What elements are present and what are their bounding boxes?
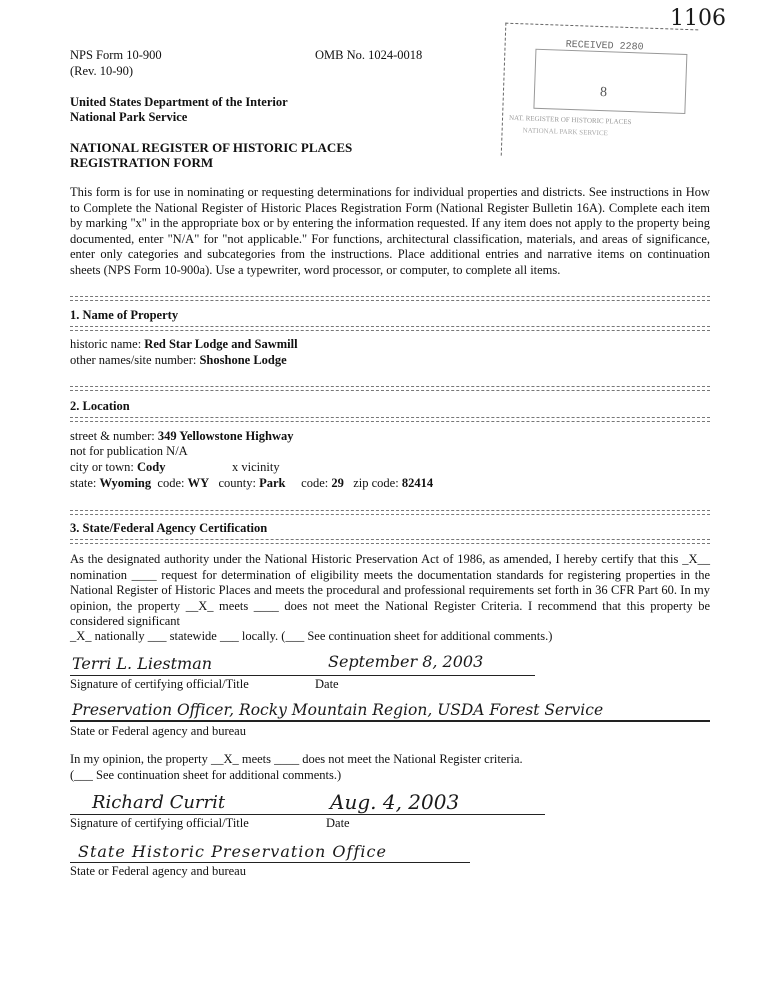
vicinity-mark: x vicinity [232, 460, 280, 474]
signature2-handwriting: Richard Currit [92, 792, 226, 813]
not-for-publication: not for publication N/A [70, 444, 188, 458]
date1-label: Date [315, 677, 339, 691]
stamp-line3: NAT. REGISTER OF HISTORIC PLACES [508, 113, 632, 127]
signature1-label: Signature of certifying official/Title [70, 677, 249, 691]
agency-name: National Park Service [70, 110, 188, 124]
significance-level-line: _X_ nationally ___ statewide ___ locally. (___ See continuation sheet for additional comments.) [70, 629, 553, 643]
historic-name-value: Red Star Lodge and Sawmill [144, 337, 298, 351]
street-row [70, 429, 293, 444]
section-divider [70, 510, 710, 515]
other-names-row [70, 353, 287, 368]
county-value: Park [259, 476, 286, 490]
received-stamp [501, 23, 699, 163]
section-divider [70, 326, 710, 331]
other-names-label: other names/site number: [70, 353, 197, 367]
street-value: 349 Yellowstone Highway [157, 429, 294, 443]
zip-label: zip code: [353, 476, 399, 490]
stamp-received: RECEIVED 2280 [565, 39, 644, 54]
state-row [70, 476, 433, 491]
state-code-value: WY [187, 476, 210, 490]
department-name: United States Department of the Interior [70, 95, 288, 109]
city-row [70, 460, 166, 475]
other-names-value: Shoshone Lodge [199, 353, 287, 367]
historic-name-row [70, 337, 298, 352]
signature1-handwriting: Terri L. Liestman [72, 654, 213, 673]
stamp-inner-box [533, 49, 687, 114]
section-divider [70, 417, 710, 422]
certification-paragraph: As the designated authority under the National Historic Preservation Act of 1986, as amended, I hereby certify that this _X__ nomination ____ request for determination of eligibility meets the documentation standards for registering properties in the National Register of Historic Places and meets the procedural and professional requirements set forth in 36 CFR Part 60. In my opinion, the property __X_ meets ____ does not meet the National Register Criteria. I recommend that this property be considered significant [70, 552, 710, 628]
intro-paragraph: This form is for use in nominating or requesting determinations for individual properties and districts. See instructions in How to Complete the National Register of Historic Places Registration Form (National Register Bulletin 16A). Complete each item by marking "x" in the appropriate box or by entering the information requested. If any item does not apply to the property being documented, enter "N/A" for "not applicable." For functions, architectural classification, materials, and areas of significance, enter only categories and subcategories from the instructions. Place additional entries and narrative items on continuation sheets (NPS Form 10-900a). Use a typewriter, word processor, or computer, to complete all items. [70, 185, 710, 277]
form-title-line1: NATIONAL REGISTER OF HISTORIC PLACES [70, 140, 353, 155]
agency2-handwriting: State Historic Preservation Office [78, 842, 387, 861]
corner-mark: 1106 [670, 6, 726, 31]
date1-handwriting: September 8, 2003 [328, 652, 484, 671]
omb-number: OMB No. 1024-0018 [315, 48, 423, 62]
agency2-label: State or Federal agency and bureau [70, 864, 246, 878]
state-code-label: code: [157, 476, 185, 490]
zip-value: 82414 [401, 476, 434, 490]
form-number: NPS Form 10-900 [70, 48, 162, 62]
agency1-label: State or Federal agency and bureau [70, 724, 246, 738]
form-revision: (Rev. 10-90) [70, 64, 134, 78]
signature2-line [70, 814, 325, 815]
section-divider [70, 386, 710, 391]
state-label: state: [70, 476, 97, 490]
section-divider [70, 539, 710, 544]
section2-heading: 2. Location [70, 399, 130, 413]
agency1-handwriting: Preservation Officer, Rocky Mountain Region, USDA Forest Service [72, 701, 604, 719]
date2-handwriting: Aug. 4, 2003 [330, 790, 460, 814]
date2-label: Date [326, 816, 350, 830]
agency1-line [70, 720, 710, 722]
stamp-digit: 8 [599, 85, 608, 101]
county-code-label: code: [301, 476, 329, 490]
city-label: city or town: [70, 460, 134, 474]
state-value: Wyoming [99, 476, 152, 490]
stamp-line4: NATIONAL PARK SERVICE [522, 126, 608, 138]
signature2-label: Signature of certifying official/Title [70, 816, 249, 830]
opinion-line: In my opinion, the property __X_ meets ____ does not meet the National Register criteria. [70, 752, 523, 766]
section-divider [70, 296, 710, 301]
section1-heading: 1. Name of Property [70, 308, 179, 322]
section3-heading: 3. State/Federal Agency Certification [70, 521, 268, 535]
continuation-line: (___ See continuation sheet for additional comments.) [70, 768, 342, 782]
city-value: Cody [137, 460, 166, 474]
date2-line [325, 814, 545, 815]
agency2-line [70, 862, 470, 863]
historic-name-label: historic name: [70, 337, 142, 351]
county-label: county: [218, 476, 256, 490]
signature1-line [70, 675, 315, 676]
county-code-value: 29 [331, 476, 344, 490]
form-title-line2: REGISTRATION FORM [70, 155, 214, 170]
date1-line [315, 675, 535, 676]
street-label: street & number: [70, 429, 155, 443]
